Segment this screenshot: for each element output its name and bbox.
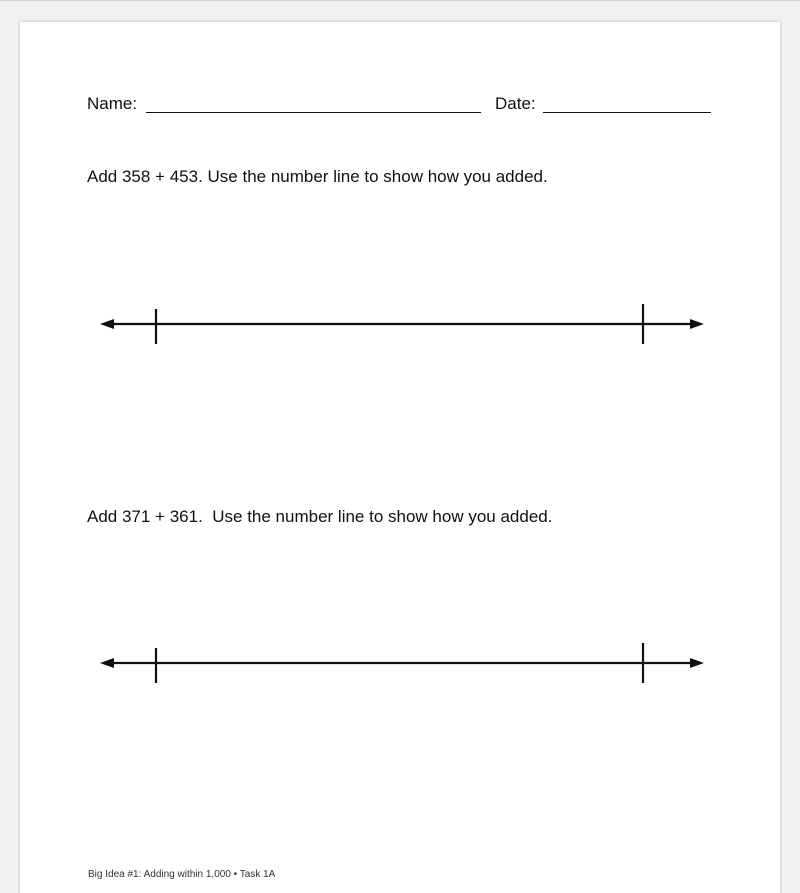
name-blank-line [146,112,481,113]
date-label: Date: [495,94,536,113]
problem-1-prompt: Add 358 + 453. Use the number line to show how you added. [87,167,548,186]
number-line-2 [100,643,704,683]
number-line-2-left-arrow-icon [100,658,114,668]
number-line-1 [100,304,704,344]
toolbar-divider [0,0,800,1]
problem-2-prompt: Add 371 + 361. Use the number line to show how you added. [87,507,553,526]
worksheet-page [20,22,780,893]
number-line-1-right-arrow-icon [690,319,704,329]
number-line-2-right-arrow-icon [690,658,704,668]
number-line-1-left-arrow-icon [100,319,114,329]
date-blank-line [543,112,711,113]
page-footer: Big Idea #1: Adding within 1,000 • Task 1A [88,869,276,880]
name-label: Name: [87,94,138,113]
